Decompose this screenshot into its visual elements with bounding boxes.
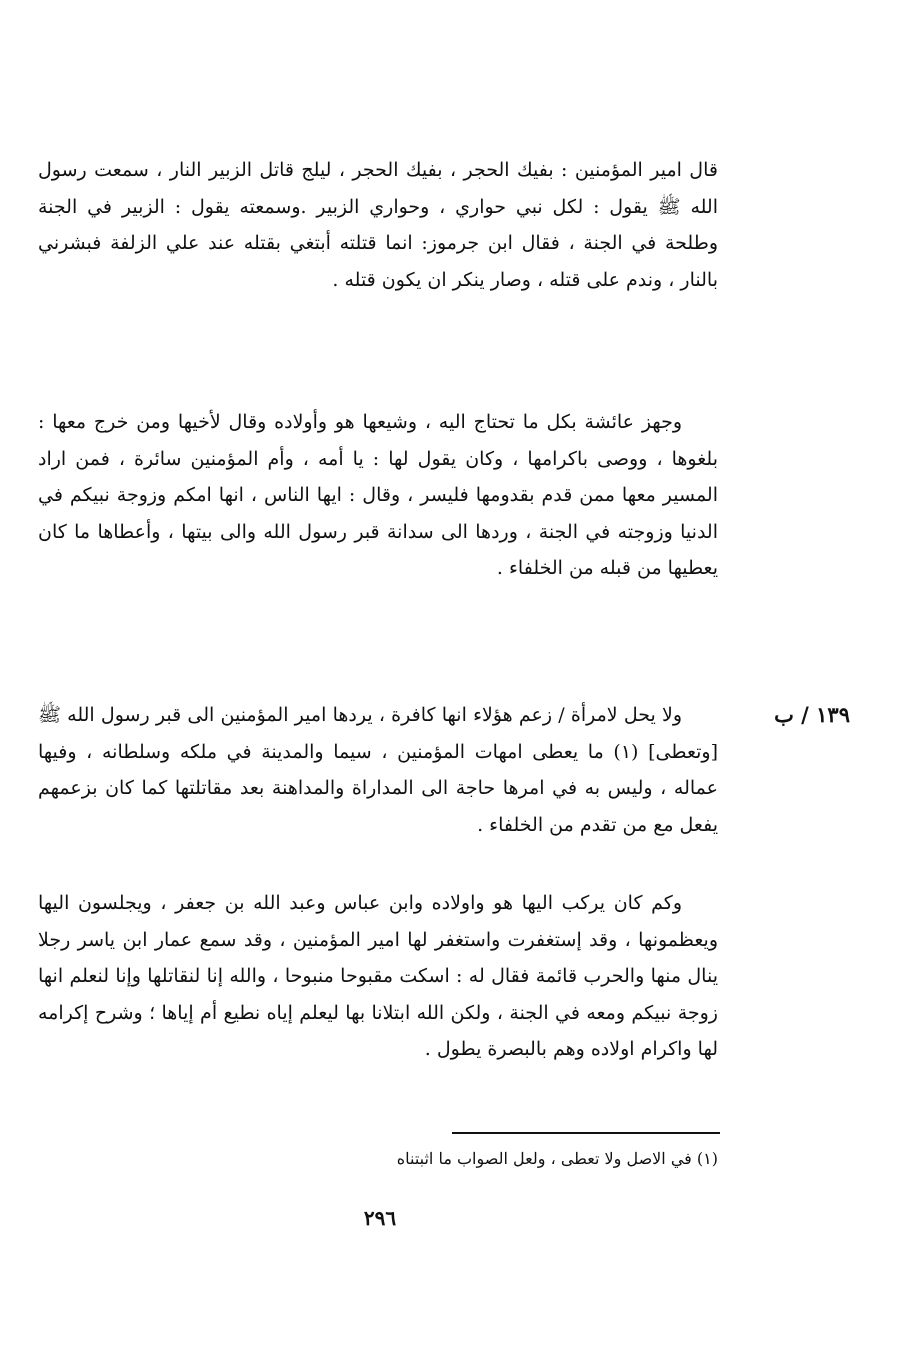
paragraph-text: وجهز عائشة بكل ما تحتاج اليه ، وشيعها هو وأولاده وقال لأخيها ومن خرج معها : بلغوها ، ووصى باكرامها ، وكان يقول لها : يا أمه ، وأم المؤمنين سائرة ، فمن اراد المسير معها ممن قدم بقدومها فليسر ، وقال : ايها الناس ، انها امكم وزوجة نبيكم في الدنيا وزوجته في الجنة ، وردها الى سدانة قبر رسول الله والى بيتها ، وأعطاها ما كان يعطيها من قبله من الخلفاء . — [38, 411, 718, 579]
paragraph-1 — [38, 152, 718, 298]
page-number: ٢٩٦ — [363, 1206, 397, 1230]
footnote: (١) في الاصل ولا تعطى ، ولعل الصواب ما اثبتناه — [396, 1149, 718, 1168]
paragraph-text: قال امير المؤمنين : بفيك الحجر ، بفيك الحجر ، ليلج قاتل الزبير النار ، سمعت رسول الله ﷺ يقول : لكل نبي حواري ، وحواري الزبير .وسمعته يقول : الزبير في الجنة وطلحة في الجنة ، فقال ابن جرموز: انما قتلته أبتغي بقتله عند علي الزلفة فبشرني بالنار ، وندم على قتله ، وصار ينكر ان يكون قتله . — [38, 159, 718, 291]
footnote-divider — [452, 1132, 720, 1134]
paragraph-2 — [38, 404, 718, 587]
paragraph-3 — [38, 697, 718, 843]
paragraph-text: ولا يحل لامرأة / زعم هؤلاء انها كافرة ، يردها امير المؤمنين الى قبر رسول الله ﷺ [وتعطى] (١) ما يعطى امهات المؤمنين ، سيما والمدينة في ملكه وسلطانه ، وفيها عماله ، وليس به في امرها حاجة الى المداراة والمداهنة بعد مقاتلتها كما كان بزعمهم يفعل مع من تقدم من الخلفاء . — [38, 704, 718, 836]
folio-margin-note: ١٣٩ / ب — [774, 702, 850, 727]
paragraph-4 — [38, 885, 718, 1068]
paragraph-text: وكم كان يركب اليها هو واولاده وابن عباس وعبد الله بن جعفر ، ويجلسون اليها ويعظمونها ، وقد إستغفرت واستغفر لها امير المؤمنين ، وقد سمع عمار ابن ياسر رجلا ينال منها والحرب قائمة فقال له : اسكت مقبوحا منبوحا ، والله إنا لنقاتلها وإنا لنعلم انها زوجة نبيكم ومعه في الجنة ، ولكن الله ابتلانا بها ليعلم إياه نطيع أم إياها ؛ وشرح إكرامه لها واكرام اولاده وهم بالبصرة يطول . — [38, 892, 718, 1060]
